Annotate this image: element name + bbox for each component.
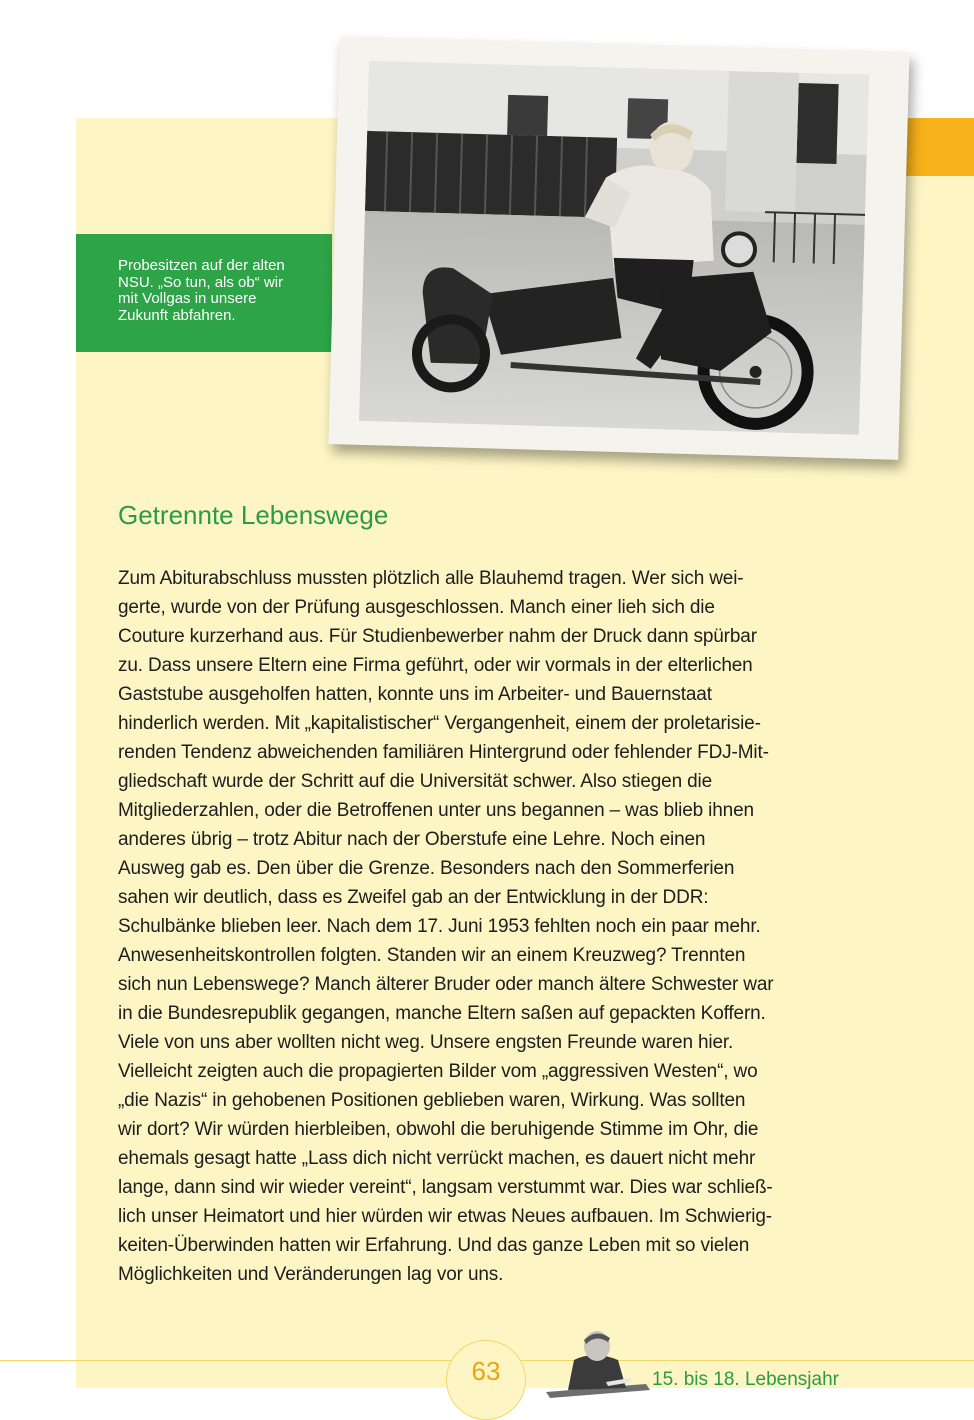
caption-line: Probesitzen auf der alten [118,257,285,274]
body-line: Möglichkeiten und Veränderungen lag vor uns. [118,1264,504,1285]
body-line: renden Tendenz abweichenden familiären Hintergrund oder fehlender FDJ-Mit- [118,742,769,763]
photo-frame [328,36,909,460]
body-line: ehemals gesagt hatte „Lass dich nicht verrückt machen, es dauert nicht mehr [118,1148,756,1169]
page-number: 63 [471,1356,501,1386]
body-line: sich nun Lebenswege? Manch älterer Bruder oder manch ältere Schwester war [118,974,774,995]
body-line: zu. Dass unsere Eltern eine Firma geführt, oder wir vormals in der elterlichen [118,655,753,676]
body-line: Viele von uns aber wollten nicht weg. Unsere engsten Freunde waren hier. [118,1032,734,1053]
caption-line: mit Vollgas in unsere [118,290,257,307]
body-line: anderes übrig – trotz Abitur nach der Oberstufe eine Lehre. Noch einen [118,829,706,850]
motorcycle-photo [359,61,869,435]
body-line: hinderlich werden. Mit „kapitalistischer“ Vergangenheit, einem der proletarisie- [118,713,761,734]
body-line: Gaststube ausgeholfen hatten, konnte uns im Arbeiter- und Bauernstaat [118,684,712,705]
body-line: wir dort? Wir würden hierbleiben, obwohl die beruhigende Stimme im Ohr, die [118,1119,759,1140]
body-line: Zum Abiturabschluss mussten plötzlich alle Blauhemd tragen. Wer sich wei- [118,568,744,589]
body-line: Mitgliederzahlen, oder die Betroffenen unter uns begannen – was blieb ihnen [118,800,754,821]
boy-at-desk-illustration [546,1326,650,1402]
age-range-label: 15. bis 18. Lebensjahr [652,1369,839,1390]
body-line: Vielleicht zeigten auch die propagierten Bilder vom „aggressiven Westen“, wo [118,1061,758,1082]
body-line: keiten-Überwinden hatten wir Erfahrung. Und das ganze Leben mit so vielen [118,1235,750,1256]
body-line: Ausweg gab es. Den über die Grenze. Besonders nach den Sommerferien [118,858,735,879]
body-line: gliedschaft wurde der Schritt auf die Universität schwer. Also stiegen die [118,771,713,792]
caption-line: Zukunft abfahren. [118,306,236,324]
body-line: sahen wir deutlich, dass es Zweifel gab an der Entwicklung in der DDR: [118,887,709,908]
body-line: lange, dann sind wir wieder vereint“, langsam verstummt war. Dies war schließ- [118,1177,773,1198]
body-line: „die Nazis“ in gehobenen Positionen geblieben waren, Wirkung. Was sollten [118,1090,746,1111]
body-text [118,564,858,1289]
page-heading: Getrennte Lebenswege [118,500,389,530]
body-line: Couture kurzerhand aus. Für Studienbewerber nahm der Druck dann spürbar [118,626,757,647]
body-line: in die Bundesrepublik gegangen, manche Eltern saßen auf gepackten Koffern. [118,1003,766,1024]
caption-line: NSU. „So tun, als ob“ wir [118,273,284,291]
body-line: Schulbänke blieben leer. Nach dem 17. Juni 1953 fehlten noch ein paar mehr. [118,916,761,937]
body-line: Anwesenheitskontrollen folgten. Standen wir an einem Kreuzweg? Trennten [118,945,746,966]
body-line: lich unser Heimatort und hier würden wir etwas Neues aufbauen. Im Schwierig- [118,1206,772,1227]
body-line: gerte, wurde von der Prüfung ausgeschlossen. Manch einer lieh sich die [118,597,715,618]
photo-caption [76,234,332,352]
